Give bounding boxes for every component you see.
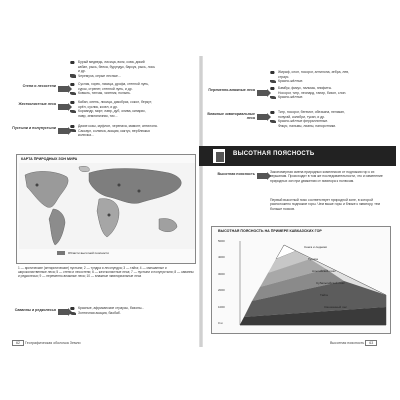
list-item [70,74,198,78]
list-item-text: Красно-жёлтые. [278,95,304,100]
spacer [70,87,76,90]
zone-label: Альпийский пояс [312,269,336,273]
page-number-right: 63 [365,340,377,346]
list-item-text: Ковыль, типчак, чиятник, полынь. [78,91,131,96]
list-item [70,114,198,118]
list-item-text: Саксаул, солянка, акация, кактус, верблюжья [78,128,150,133]
list-item [70,124,198,128]
arrow-right-icon [58,86,68,92]
list-item-text: страус. [278,74,290,79]
plant-icon [70,92,76,95]
plant-icon [70,312,76,315]
list-item [270,86,394,90]
label-altitude: Высотная поясность [217,172,255,176]
animal-icon [270,71,276,74]
list-item [70,91,198,95]
list-item [270,91,394,95]
zone-label: Тайга [320,293,328,297]
plant-icon [70,129,76,132]
list-item-text: Красно-жёлтые. [278,79,304,84]
spacer [270,115,276,118]
list-item [70,60,198,64]
arrow-right-icon [58,128,68,134]
world-map-graphic [19,163,195,249]
animal-icon [70,83,76,86]
para-1: Закономерная смена природных комплексов от подножия гор к их вершинам. Происходит в том же последовательности, что и изменение природных зон при движении от экватора к полюсам. [270,170,383,183]
list-item [70,82,198,86]
list-item-text: Бамбук, фикус, пальмы, эпифиты. [278,86,332,90]
figure-title: ВЫСОТНАЯ ПОЯСНОСТЬ НА ПРИМЕРЕ КАВКАЗСКИХ ГОР [218,229,322,233]
list-item-text: Носорог, тигр, леопард, тапир, бизон, слон. [278,90,347,95]
list-item [270,115,394,119]
page-number-left: 62 [12,340,24,346]
plant-icon [70,110,76,113]
list-item-text: Жираф, слон, носорог, антилопа, зебра, лев, [278,70,349,74]
para-2: Первый высотный пояс соответствует природной зоне, в которой расположено подножие горы. Чем выше горы и ближе к экватору, тем больше поясов. [270,198,380,211]
left-footer-title: Географическая оболочка Земли [25,341,81,345]
spacer [270,91,276,94]
zone-label: Смешанный лес [324,305,347,309]
list-item-text: попугай, колибри, тукан, и др. [278,114,326,119]
right-footer-title: Высотная поясность [330,341,365,345]
arrow-right-icon [58,309,68,315]
mountain-graphic [214,237,390,333]
y-tick-label: 5000 [218,239,225,243]
list-item [70,105,198,109]
animal-icon [70,61,76,64]
list-item-text: Черемуха, серые лесные... [78,73,121,78]
banner-title: ВЫСОТНАЯ ПОЯСНОСТЬ [233,151,315,157]
spacer [70,134,76,137]
y-tick-label: 3000 [218,271,225,276]
arrow-right-icon [257,173,267,179]
y-tick-label: 1000 [218,304,225,309]
list-item-text: и др. [78,69,86,74]
list-item [70,100,198,104]
list-item-text: Красные, африканские страусы, бизоны... [78,306,145,310]
map-legend [57,251,109,255]
list-item-text: Тигр, носорог, бегемот, обезьяна, пеликан, [278,110,345,114]
list-item-text: Суслик, хорек, лисица, дрофа, степной лунь, [78,82,149,86]
list-item [270,79,394,83]
list-item [70,69,198,73]
list-item-text: Фикус, пальмы, лианы, папоротники. [278,123,337,128]
right-footer [330,340,377,346]
arrow-right-icon [58,104,68,110]
section-label: Влажные экваториальные леса [207,112,255,121]
list-item-text: кабан, рысь, белка, бурундук, барсук, рысь, лось [78,64,156,69]
animal-icon [70,101,76,104]
list-item-text: Дикие козы, муфлон, черепаха, мамонт, антилопа. [78,124,158,128]
list-item-text: Бурый медведь, лисица, волк, сова, дикий [78,60,145,64]
list-item [270,110,394,114]
map-title: КАРТА ПРИРОДНЫХ ЗОН МИРА [21,157,78,161]
section-label: Степи и лесостепи [22,84,56,88]
list-item-text: орёл, суслик, козел, и др. [78,104,118,109]
plant-icon [70,74,76,77]
list-item [270,124,394,128]
zone-label: Тундра [308,257,318,261]
section-label: Пустыни и полупустыни [12,126,56,130]
y-tick-label: 0 м [218,321,223,325]
y-tick-label: 4000 [218,255,225,260]
section-label: Жестколистные леса [18,102,56,106]
map-caption: 1 — арктические (антарктические) пустыни; 2 — тундра и лесотундра; 3 — тайга; 4 — смешанные и широколиственные леса; 5 — степи и лесостепи; 6 — жестколистные леса; 7 — пустыни и полупустыни; 8 — саванны и редколесья; 9 — переменно-влажные леса; 10 — влажные экваториальные леса [18,266,194,279]
list-item [70,133,198,137]
arrow-right-icon [257,114,267,120]
legend-swatch-icon [57,251,65,255]
left-footer [12,340,81,346]
plant-icon [270,96,276,99]
section-label: Переменно-влажные леса [208,88,255,92]
list-item-text: колючка... [78,133,94,138]
list-item [70,109,198,113]
plant-icon [270,120,276,123]
animal-icon [270,111,276,114]
section-banner [199,146,396,166]
list-item [270,75,394,79]
list-item-text: Красно-жёлтые ферраллитные. [278,119,329,124]
list-item [70,87,198,91]
list-item-text: Зонтичная акация, баобаб. [78,311,121,315]
list-item [70,306,196,310]
spacer [70,114,76,117]
list-item-text: лавр, земляничник, тис... [78,113,118,118]
animal-icon [70,125,76,128]
spacer [270,75,276,78]
label-savannas: Саванны и редколесья [14,308,56,312]
plant-icon [270,80,276,83]
arrow-right-icon [257,90,267,96]
list-item [70,65,198,69]
world-zones-map [16,154,196,264]
list-item-text: Кабан, олень, лисица, дикобраз, сокол, беркут, [78,100,152,104]
zone-label: Снега и ледники [304,245,327,249]
list-item [270,119,394,123]
caucasus-altitude-figure [211,226,391,334]
spacer [270,124,276,127]
list-item-text: сурок, стрепет, степной лунь, и др. [78,86,133,91]
book-icon [212,148,226,164]
legend-text: Области высотной поясности [67,251,109,255]
spacer [70,65,76,68]
animal-icon [270,87,276,90]
list-item [270,70,394,74]
spacer [70,105,76,108]
list-item [270,95,394,99]
list-item-text: Кориандр, мирт, лавр, дуб, олива, кипарис, [78,109,146,114]
zone-label: Субальпийский пояс [316,281,345,285]
spacer [70,70,76,73]
animal-icon [70,307,76,310]
list-item [70,311,196,315]
list-item [70,129,198,133]
y-tick-label: 2000 [218,288,225,293]
